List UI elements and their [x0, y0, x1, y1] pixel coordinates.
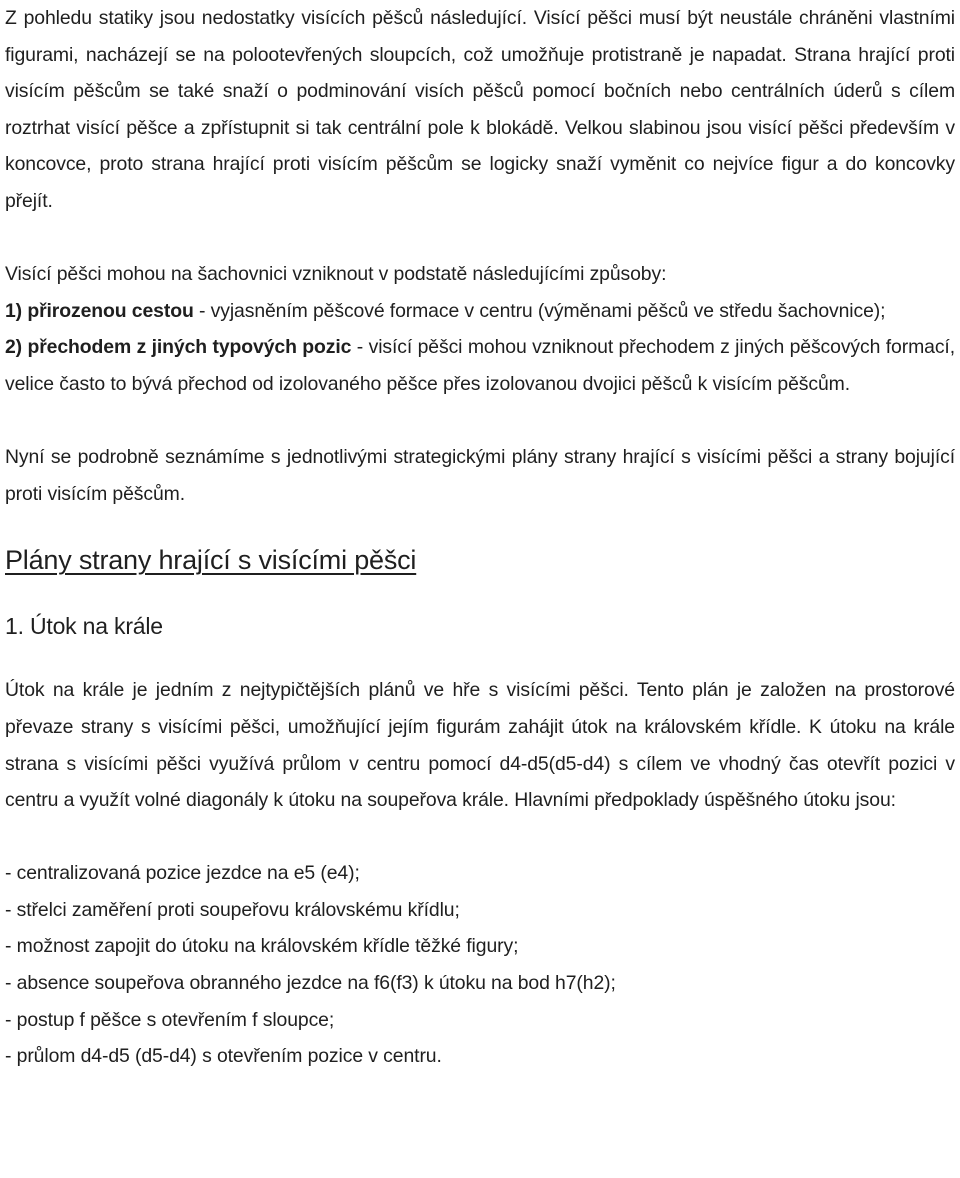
paragraph-gap — [5, 580, 955, 608]
list-item: - střelci zaměření proti soupeřovu královskému křídlu; — [5, 898, 460, 921]
paragraph-gap — [5, 644, 955, 672]
origin-item-transition-label: 2) přechodem z jiných typových pozic — [5, 336, 352, 359]
subsection-heading: 1. Útok na krále — [5, 613, 163, 640]
origin-item-natural-text: - vyjasněním pěšcové formace v centru (výměnami pěšců ve středu šachovnice); — [193, 299, 886, 322]
paragraph-origins-intro: Visící pěšci mohou na šachovnici vzniknout v podstatě následujícími způsoby: — [5, 263, 667, 286]
paragraph-plans-intro: Nyní se podrobně seznámíme s jednotlivými strategickými plány strany hrající s visícími pěšci a strany bojující proti visícím pěšcům. — [5, 446, 955, 505]
paragraph-gap — [5, 220, 955, 257]
list-item: - průlom d4-d5 (d5-d4) s otevřením pozice v centru. — [5, 1045, 442, 1068]
list-item: - možnost zapojit do útoku na královském křídle těžké figury; — [5, 935, 519, 958]
preconditions-list — [5, 855, 955, 1075]
paragraph-gap — [5, 403, 955, 440]
list-item: - postup f pěšce s otevřením f sloupce; — [5, 1008, 335, 1031]
section-heading: Plány strany hrající s visícími pěšci — [5, 545, 417, 576]
origin-item-natural-label: 1) přirozenou cestou — [5, 299, 194, 322]
origin-item-transition — [5, 329, 955, 402]
paragraph-gap — [5, 819, 955, 856]
list-item: - absence soupeřova obranného jezdce na f6(f3) k útoku na bod h7(h2); — [5, 972, 616, 995]
paragraph-king-attack: Útok na krále je jedním z nejtypičtějších plánů ve hře s visícími pěšci. Tento plán je založen na prostorové převaze strany s visícími pěšci, umožňující jejím figurám zahájit útok na královském křídle. K útoku na krále strana s visícími pěšci využívá průlom v centru pomocí d4-d5(d5-d4) s cílem ve vhodný čas otevřít pozici v centru a využít volné diagonály k útoku na soupeřova krále. Hlavními předpoklady úspěšného útoku jsou: — [5, 679, 955, 812]
origin-item-transition-text: - visící pěšci mohou vzniknout přechodem z jiných pěšcových formací, velice často to bývá přechod od izolovaného pěšce přes izolovanou dvojici pěšců k visícím pěšcům. — [5, 336, 955, 395]
paragraph-statics-weaknesses: Z pohledu statiky jsou nedostatky visících pěšců následující. Visící pěšci musí být neustále chráněni vlastními figurami, nacházejí se na polootevřených sloupcích, což umožňuje protistraně je napadat. Strana hrající proti visícím pěšcům se také snaží o podminování visích pěšců pomocí bočních nebo centrálních úderů s cílem roztrhat visící pěšce a zpřístupnit si tak centrální pole k blokádě. Velkou slabinou jsou visící pěšci především v koncovce, proto strana hrající proti visícím pěšcům se logicky snaží vyměnit co nejvíce figur a do koncovky přejít. — [5, 7, 955, 212]
origin-item-natural — [5, 293, 955, 330]
list-item: - centralizovaná pozice jezdce na e5 (e4); — [5, 862, 360, 885]
paragraph-gap — [5, 512, 955, 540]
